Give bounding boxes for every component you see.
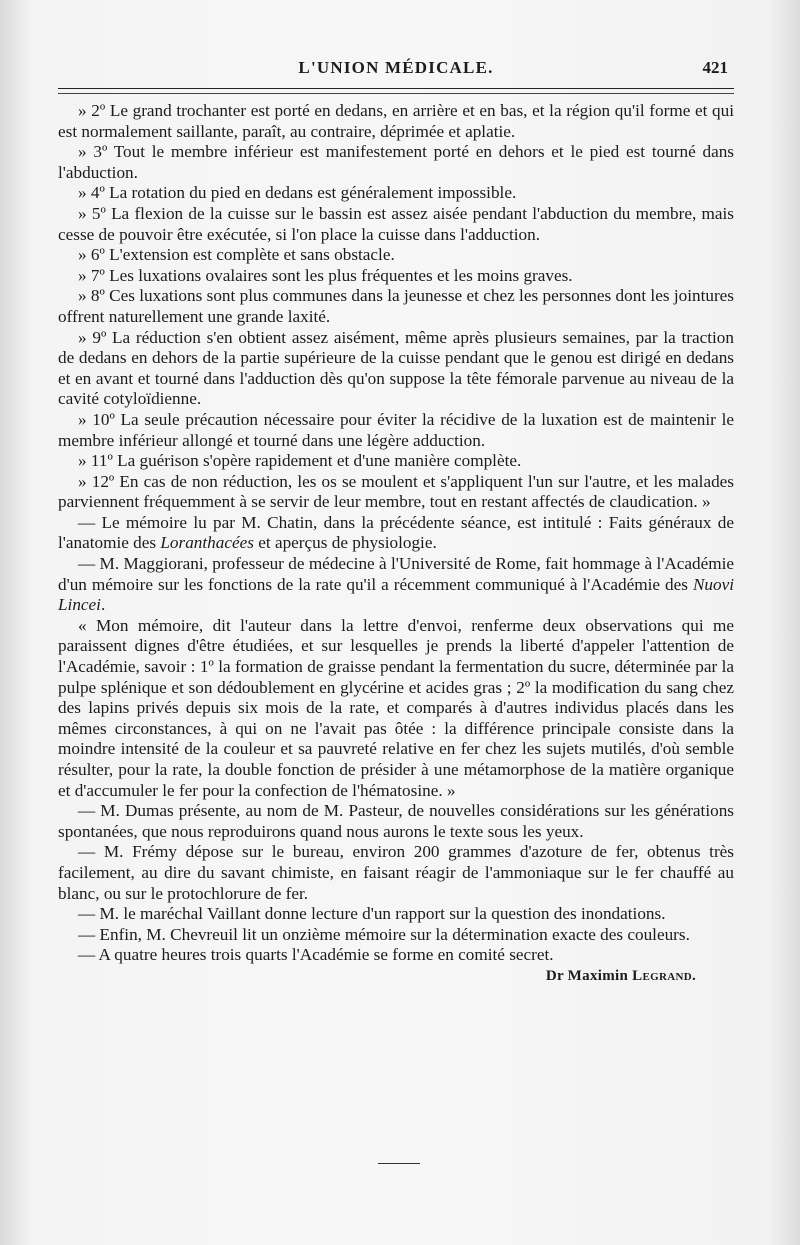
paragraph: — M. le maréchal Vaillant donne lecture d'un rapport sur la question des inondations.	[78, 904, 666, 924]
page-number: 421	[702, 58, 728, 77]
chatin-paragraph	[58, 513, 734, 554]
paragraph: » 4º La rotation du pied en dedans est généralement impossible.	[78, 183, 517, 203]
chatin-text: — Le mémoire lu par M. Chatin, dans la précédente séance, est intitulé : Faits généraux de l'anatomie des	[58, 512, 734, 553]
article-body	[58, 101, 734, 987]
maggiorani-italic: Nuovi Lincei	[58, 574, 734, 615]
paragraph: » 12º En cas de non réduction, les os se moulent et s'appliquent l'un sur l'autre, et les malades parviennent fréquemment à se servir de leur membre, tout en restant affectés de claudication. »	[58, 471, 734, 512]
chatin-text-end: et aperçus de physiologie.	[253, 533, 437, 553]
paragraph: » 11º La guérison s'opère rapidement et d'une manière complète.	[78, 451, 522, 471]
paragraph: — A quatre heures trois quarts l'Académie se forme en comité secret.	[78, 945, 554, 965]
paragraph: — M. Frémy dépose sur le bureau, environ 200 grammes d'azoture de fer, obtenus très facilement, au dire du savant chimiste, en faisant réagir de l'ammoniaque sur le fer chauffé au blanc, ou sur le protochlorure de fer.	[58, 842, 734, 903]
signature-prefix: Dr Maximin	[545, 967, 633, 984]
running-title: L'UNION MÉDICALE.	[298, 58, 494, 77]
header-rule	[58, 88, 734, 94]
paragraph: » 10º La seule précaution nécessaire pour éviter la récidive de la luxation est de maintenir le membre inférieur allongé et tourné dans une légère adduction.	[58, 409, 734, 450]
paragraph: » 7º Les luxations ovalaires sont les plus fréquentes et les moins graves.	[78, 265, 573, 285]
maggiorani-paragraph	[58, 554, 734, 616]
paragraph: » 9º La réduction s'en obtient assez aisément, même après plusieurs semaines, par la traction de dedans en dehors de la partie supérieure de la cuisse pendant que le genou est dirigé en dedans et en avant et tourné dans l'adduction dès qu'on suppose la tête fémorale parvenue au niveau de la cavité cotyloïdienne.	[58, 327, 734, 409]
paragraph: » 3º Tout le membre inférieur est manifestement porté en dehors et le pied est tourné dans l'abduction.	[58, 142, 734, 182]
paragraph: » 6º L'extension est complète et sans obstacle.	[78, 245, 395, 265]
signature-name: Legrand.	[632, 967, 696, 984]
paragraph: » 2º Le grand trochanter est porté en dedans, en arrière et en bas, et la région qu'il forme et qui est normalement saillante, paraît, au contraire, déprimée et aplatie.	[58, 101, 734, 141]
paragraph: — Enfin, M. Chevreuil lit un onzième mémoire sur la détermination exacte des couleurs.	[78, 924, 690, 944]
quote-paragraph: « Mon mémoire, dit l'auteur dans la lettre d'envoi, renferme deux observations qui me paraissent dignes d'être étudiées, et sur lesquelles je prends la liberté d'appeler l'attention de l'Académie, savoir : 1º la formation de graisse pendant la fermentation du sucre, déterminée par la pulpe splénique et son dédoublement en glycérine et acides gras ; 2º la modification du sang chez des lapins privés depuis six mois de la rate, et comparés à d'autres individus placés dans les mêmes circonstances, à qui on ne l'avait pas ôtée : la différence principale consiste dans la moindre intensité de la couleur et sa pauvreté relative en fer chez les sujets mutilés, d'où semble résulter, pour la rate, la double fonction de présider à une métamorphose de la matière organique et d'accumuler le fer pour la confection de l'hématosine. »	[58, 615, 734, 800]
paragraph: » 5º La flexion de la cuisse sur le bassin est assez aisée pendant l'abduction du membre, mais cesse de pouvoir être exécutée, si l'on place la cuisse dans l'adduction.	[58, 203, 734, 244]
signature	[58, 966, 734, 987]
maggiorani-text-end: .	[100, 595, 106, 615]
paragraph: » 8º Ces luxations sont plus communes dans la jeunesse et chez les personnes dont les jointures offrent naturellement une grande laxité.	[58, 286, 734, 326]
page-header	[58, 58, 734, 88]
maggiorani-text: — M. Maggiorani, professeur de médecine à l'Université de Rome, fait hommage à l'Académie d'un mémoire sur les fonctions de la rate qu'il a récemment communiqué à l'Académie des	[58, 554, 734, 594]
chatin-italic: Loranthacées	[160, 533, 254, 553]
paragraph: — M. Dumas présente, au nom de M. Pasteur, de nouvelles considérations sur les générations spontanées, que nous reproduirons quand nous aurons le texte sous les yeux.	[58, 801, 734, 841]
end-rule	[378, 1163, 420, 1164]
